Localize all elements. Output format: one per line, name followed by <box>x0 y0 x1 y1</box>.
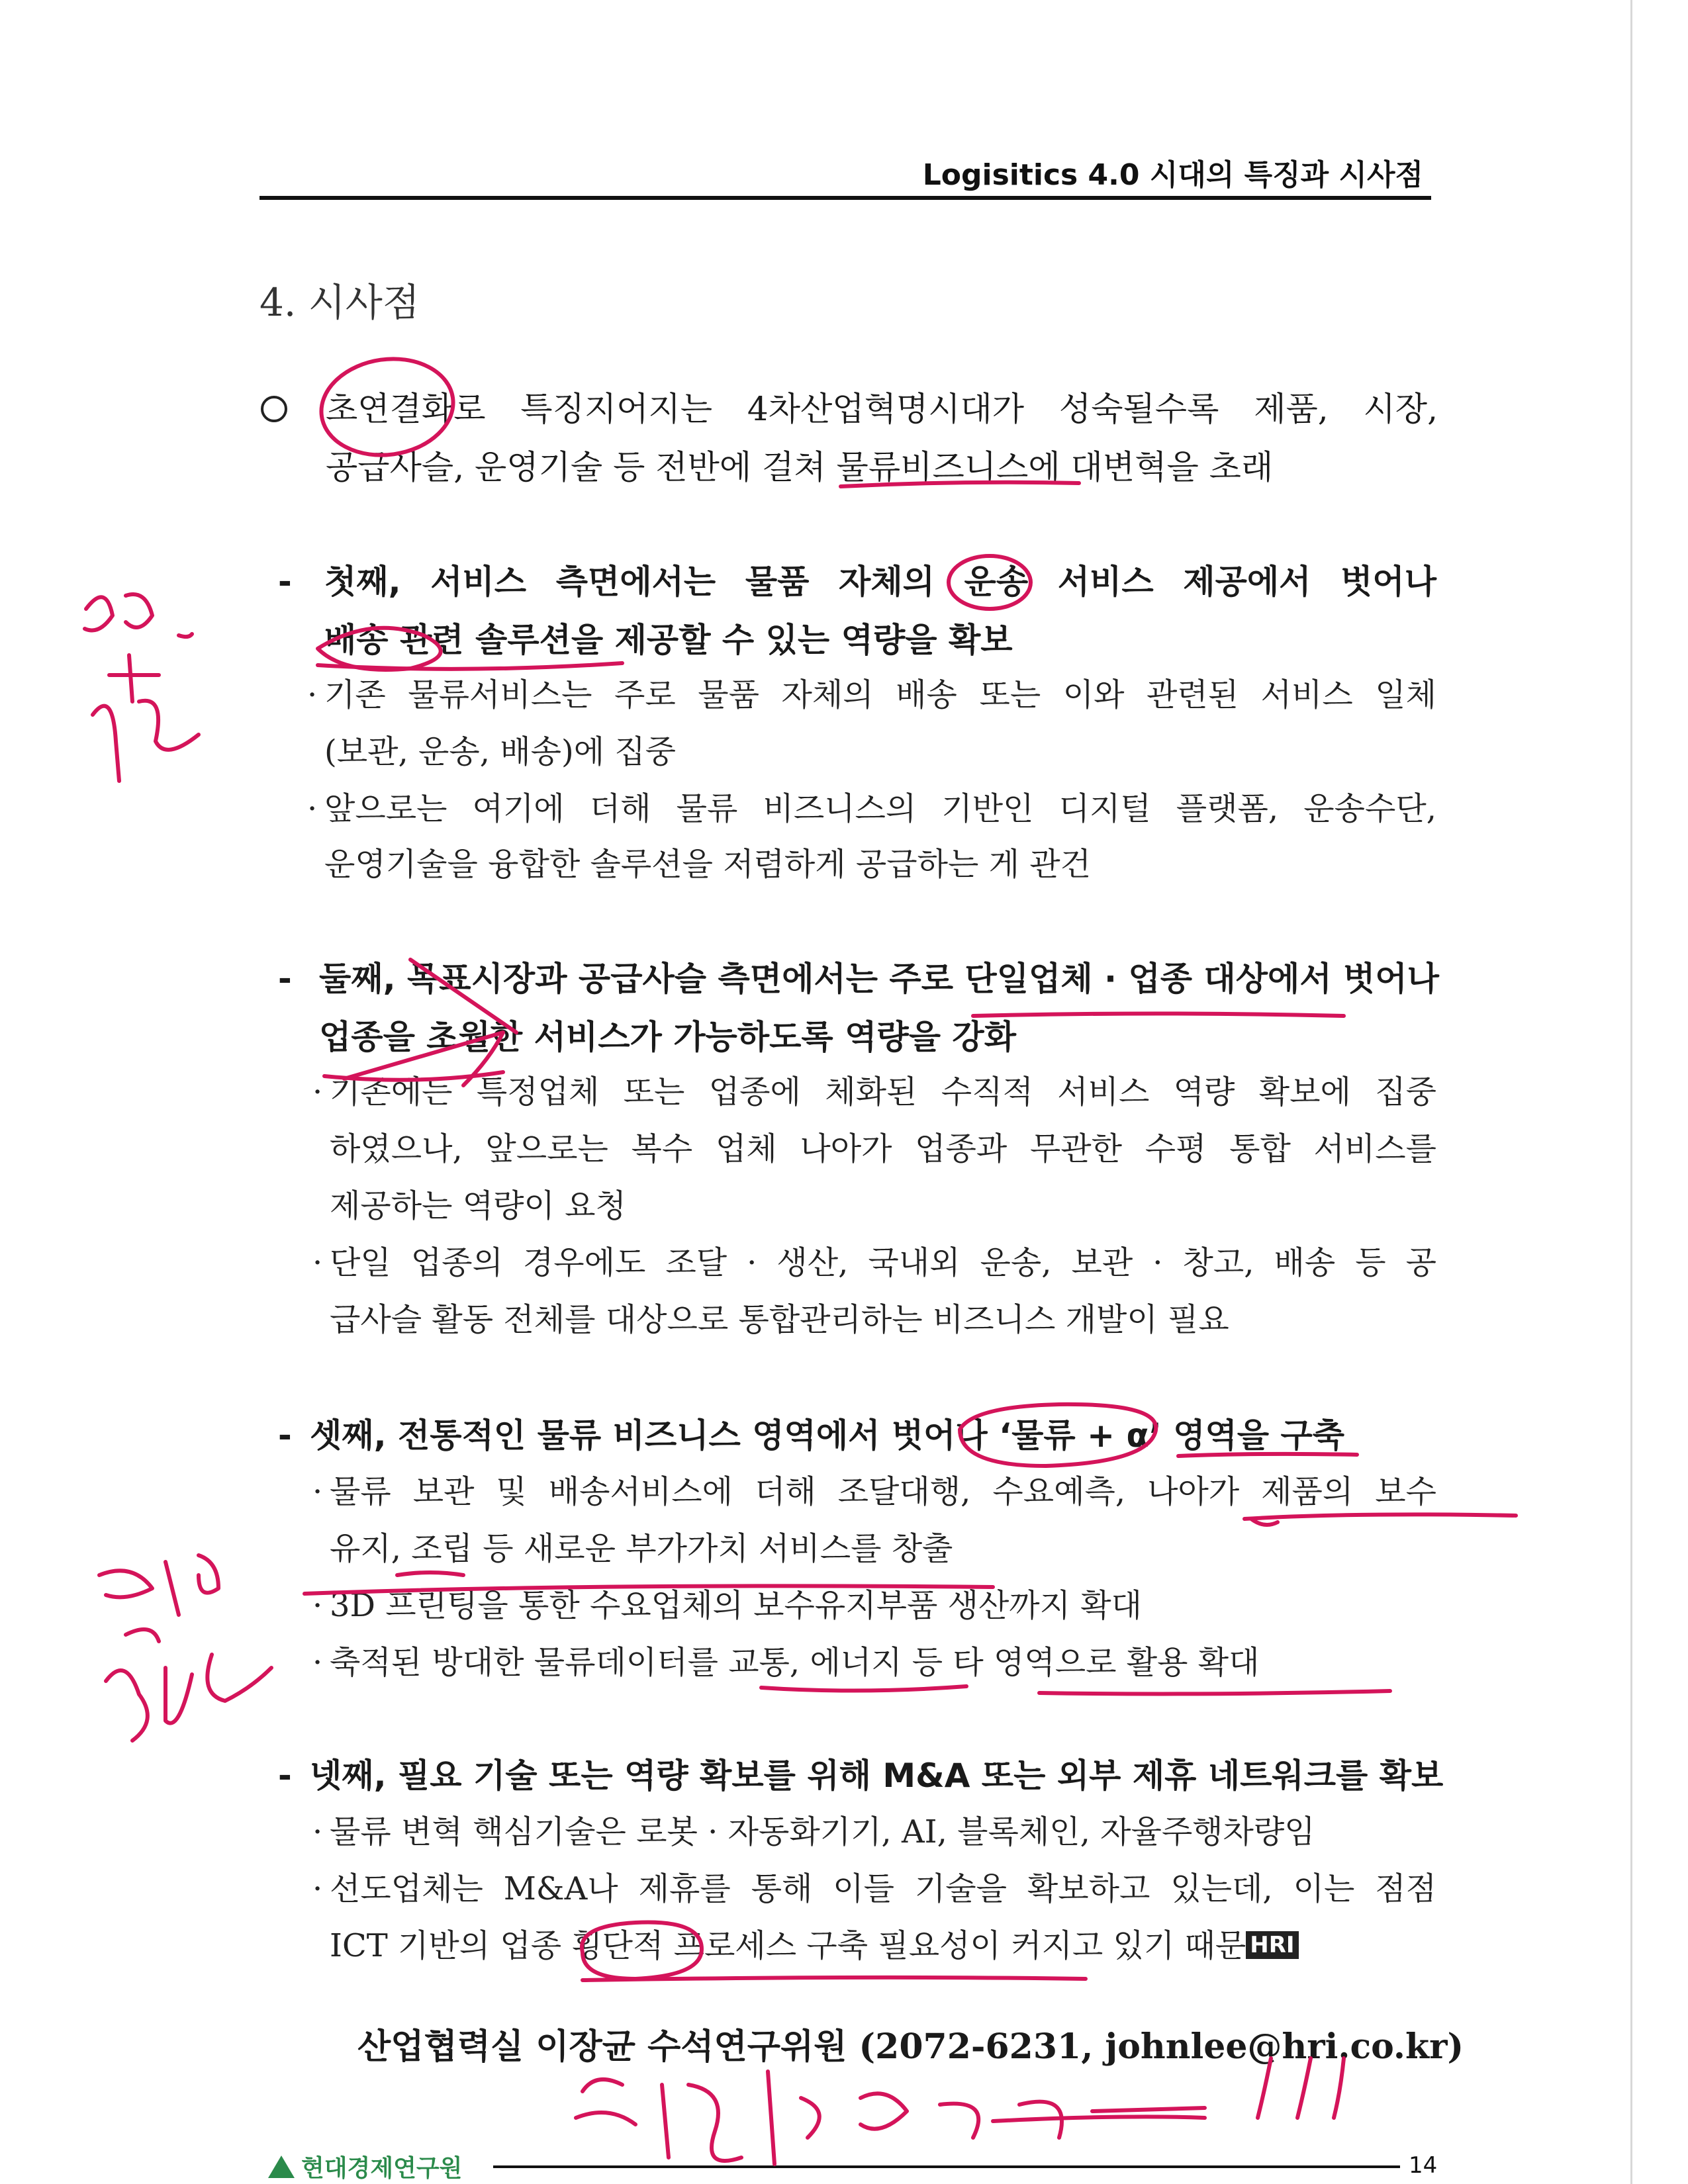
scan-edge-line <box>1630 0 1632 2184</box>
circle-bullet-icon <box>261 396 287 422</box>
ink-scribble <box>85 594 199 781</box>
ink-underline <box>1251 1519 1278 1525</box>
detail-line: 유지, 조립 등 새로운 부가가치 서비스를 창출 <box>330 1530 953 1567</box>
ink-scribble <box>99 1555 271 1741</box>
header-rule <box>259 196 1431 200</box>
footer-logo <box>268 2150 462 2183</box>
point-line: 배송 관련 솔루션을 제공할 수 있는 역량을 확보 <box>324 621 1013 659</box>
author-line: 산업협력실 이장균 수석연구위원 (2072-6231, johnlee@hri.co.kr) <box>357 2026 1464 2067</box>
logo-triangle-icon <box>268 2156 295 2178</box>
point-line: 넷째, 필요 기술 또는 역량 확보를 위해 M&A 또는 외부 제휴 네트워크를 확보 <box>310 1756 1444 1795</box>
dash-marker: - <box>278 960 292 998</box>
footer-rule <box>493 2165 1400 2168</box>
dash-marker: - <box>278 1416 292 1455</box>
detail-line: · 물류 보관 및 배송서비스에 더해 조달대행, 수요예측, 나아가 제품의 보수 <box>312 1473 1436 1510</box>
ink-scribble <box>576 2058 1344 2164</box>
detail-line: · 선도업체는 M&A나 제휴를 통해 이들 기술을 확보하고 있는데, 이는 점점 <box>312 1870 1436 1907</box>
ink-underline <box>973 1014 1344 1017</box>
detail-line: 하였으나, 앞으로는 복수 업체 나아가 업종과 무관한 수평 통합 서비스를 <box>330 1130 1436 1167</box>
dash-marker: - <box>278 1756 292 1795</box>
ink-underline <box>993 2116 1205 2121</box>
hri-badge: HRI <box>1246 1931 1298 1959</box>
section-title: 4. 시사점 <box>259 280 420 325</box>
detail-line: · 물류 변혁 핵심기술은 로봇 · 자동화기기, AI, 블록체인, 자율주행차량임 <box>312 1813 1315 1850</box>
point-line: 첫째, 서비스 측면에서는 물품 자체의 운송 서비스 제공에서 벗어나 <box>324 563 1436 601</box>
footer-org-name: 현대경제연구원 <box>301 2155 463 2182</box>
detail-line: · 앞으로는 여기에 더해 물류 비즈니스의 기반인 디지털 플랫폼, 운송수단, <box>307 790 1436 827</box>
intro-line: 공급사슬, 운영기술 등 전반에 걸쳐 물류비즈니스에 대변혁을 초래 <box>326 448 1274 486</box>
detail-line: · 단일 업종의 경우에도 조달 · 생산, 국내외 운송, 보관 · 창고, 배송 등 공 <box>312 1244 1436 1281</box>
detail-line: · 기존 물류서비스는 주로 물품 자체의 배송 또는 이와 관련된 서비스 일체 <box>307 676 1436 713</box>
page-number: 14 <box>1409 2152 1438 2179</box>
detail-line: · 기존에는 특정업체 또는 업종에 체화된 수직적 서비스 역량 확보에 집중 <box>312 1073 1436 1111</box>
point-line: 셋째, 전통적인 물류 비즈니스 영역에서 벗어나 ‘물류 + α’ 영역을 구축 <box>310 1416 1345 1455</box>
dash-marker: - <box>278 563 292 601</box>
intro-line: 초연결화로 특징지어지는 4차산업혁명시대가 성숙될수록 제품, 시장, <box>326 390 1438 428</box>
detail-line: ICT 기반의 업종 횡단적 프로세스 구축 필요성이 커지고 있기 때문 HRI <box>330 1926 1436 1966</box>
ink-underline <box>761 1686 966 1691</box>
header-title: Logisitics 4.0 시대의 특징과 시사점 <box>922 158 1423 192</box>
point-line: 둘째, 목표시장과 공급사슬 측면에서는 주로 단일업체 · 업종 대상에서 벗어나 <box>319 960 1439 998</box>
detail-line: · 3D 프린팅을 통한 수요업체의 보수유지부품 생산까지 확대 <box>312 1587 1143 1624</box>
detail-line: (보관, 운송, 배송)에 집중 <box>324 733 677 770</box>
ink-underline <box>1244 1514 1516 1519</box>
detail-line: 제공하는 역량이 요청 <box>330 1187 626 1224</box>
ink-underline <box>397 1572 463 1575</box>
point-line: 업종을 초월한 서비스가 가능하도록 역량을 강화 <box>319 1018 1017 1056</box>
ink-underline <box>583 1978 1086 1980</box>
ink-underline <box>1039 1691 1390 1694</box>
detail-line: 급사슬 활동 전체를 대상으로 통합관리하는 비즈니스 개발이 필요 <box>330 1301 1229 1338</box>
ink-underline <box>318 663 622 669</box>
detail-line: 운영기술을 융합한 솔루션을 저렴하게 공급하는 게 관건 <box>324 846 1092 883</box>
detail-line: · 축적된 방대한 물류데이터를 교통, 에너지 등 타 영역으로 활용 확대 <box>312 1644 1260 1681</box>
